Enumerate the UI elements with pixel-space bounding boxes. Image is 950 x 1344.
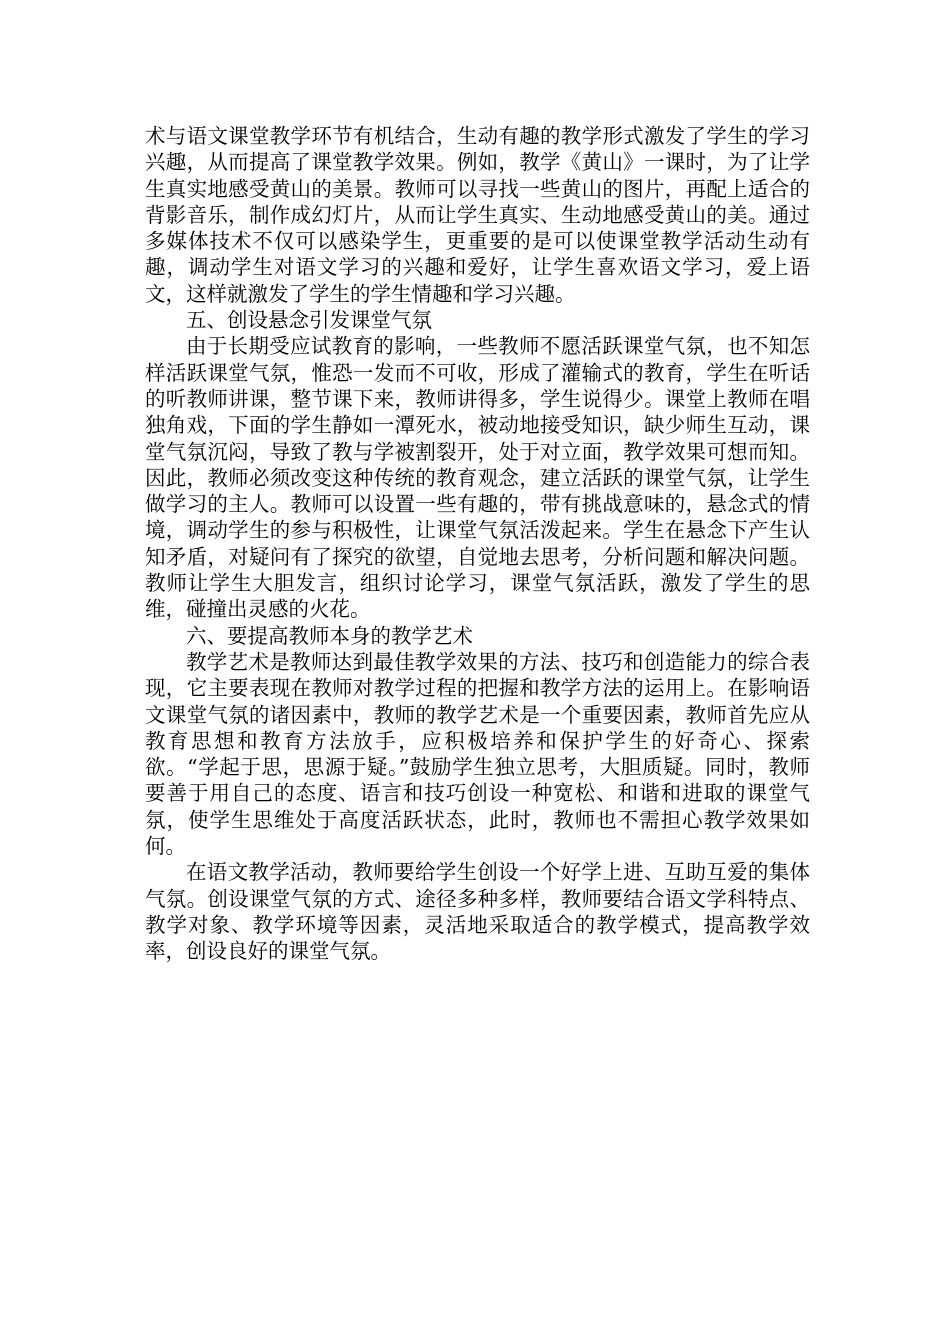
section-heading-five: 五、创设悬念引发课堂气氛 — [186, 308, 432, 333]
document-body — [145, 123, 810, 965]
section-heading-six: 六、要提高教师本身的教学艺术 — [186, 623, 473, 648]
paragraph-conclusion: 在语文教学活动，教师要给学生创设一个好学上进、互助互爱的集体气氛。创设课堂气氛的方式、途径多种多样，教师要结合语文学科特点、教学对象、教学环境等因素，灵活地采取适合的教学模式，提高教学效率，创设良好的课堂气氛。 — [145, 860, 810, 964]
paragraph-continuation: 术与语文课堂教学环节有机结合，生动有趣的教学形式激发了学生的学习兴趣，从而提高了课堂教学效果。例如，教学《黄山》一课时，为了让学生真实地感受黄山的美景。教师可以寻找一些黄山的图片，再配上适合的背影音乐，制作成幻灯片，从而让学生真实、生动地感受黄山的美。通过多媒体技术不仅可以感染学生，更重要的是可以使课堂教学活动生动有趣，调动学生对语文学习的兴趣和爱好，让学生喜欢语文学习，爱上语文，这样就激发了学生的学生情趣和学习兴趣。 — [145, 124, 810, 306]
paragraph-suspense: 由于长期受应试教育的影响，一些教师不愿活跃课堂气氛，也不知怎样活跃课堂气氛，惟恐一发而不可收，形成了灌输式的教育，学生在听话的听教师讲课，整节课下来，教师讲得多，学生说得少。课堂上教师在唱独角戏，下面的学生静如一潭死水，被动地接受知识，缺少师生互动，课堂气氛沉闷，导致了教与学被割裂开，处于对立面，教学效果可想而知。因此，教师必须改变这种传统的教育观念，建立活跃的课堂气氛，让学生做学习的主人。教师可以设置一些有趣的，带有挑战意味的，悬念式的情境，调动学生的参与积极性，让课堂气氛活泼起来。学生在悬念下产生认知矛盾，对疑问有了探究的欲望，自觉地去思考，分析问题和解决问题。教师让学生大胆发言，组织讨论学习，课堂气氛活跃，激发了学生的思维，碰撞出灵感的火花。 — [145, 334, 810, 622]
paragraph-teaching-art: 教学艺术是教师达到最佳教学效果的方法、技巧和创造能力的综合表现，它主要表现在教师对教学过程的把握和教学方法的运用上。在影响语文课堂气氛的诸因素中，教师的教学艺术是一个重要因素，教师首先应从教育思想和教育方法放手，应积极培养和保护学生的好奇心、探索欲。“学起于思，思源于疑。”鼓励学生独立思考，大胆质疑。同时，教师要善于用自己的态度、语言和技巧创设一种宽松、和谐和进取的课堂气氛，使学生思维处于高度活跃状态，此时，教师也不需担心教学效果如何。 — [145, 649, 810, 859]
